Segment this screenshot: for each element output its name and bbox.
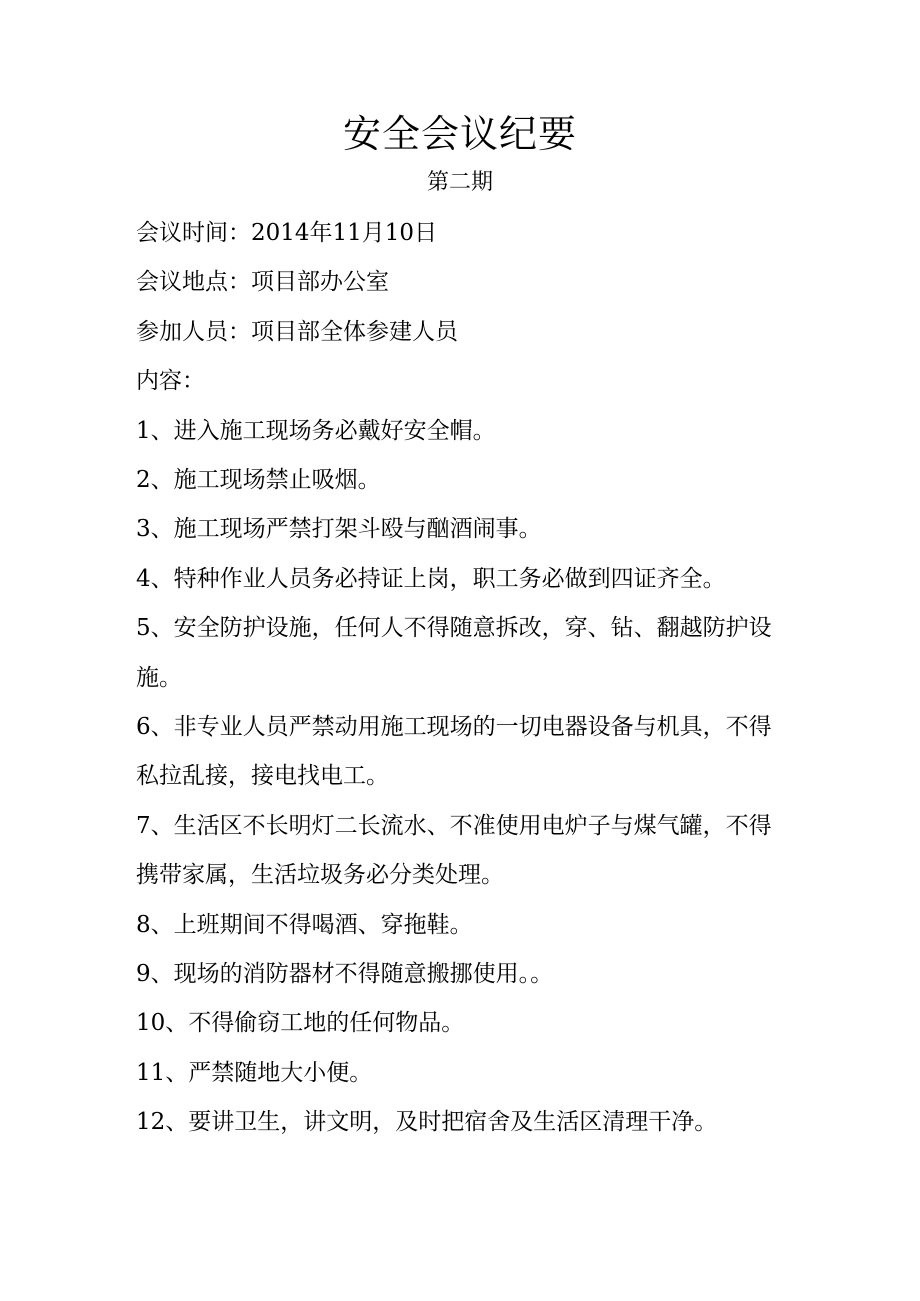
list-item: 7、生活区不长明灯二长流水、不准使用电炉子与煤气罐，不得携带家属，生活垃圾务必分类处理。: [136, 812, 772, 889]
issue-number: 第二期: [426, 170, 493, 195]
list-item: 9、现场的消防器材不得随意搬挪使用。。: [136, 961, 554, 988]
list-item: 4、特种作业人员务必持证上岗，职工务必做到四证齐全。: [136, 565, 726, 592]
list-item: 3、施工现场严禁打架斗殴与酗酒闹事。: [136, 516, 542, 543]
meeting-place: 会议地点：项目部办公室: [136, 269, 389, 296]
list-item: 2、施工现场禁止吸烟。: [136, 466, 381, 493]
list-item: 12、要讲卫生，讲文明，及时把宿舍及生活区清理干净。: [136, 1109, 718, 1136]
list-item: 5、安全防护设施，任何人不得随意拆改，穿、钻、翻越防护设施。: [136, 615, 772, 691]
list-item: 11、严禁随地大小便。: [136, 1059, 373, 1086]
list-item: 10、不得偷窃工地的任何物品。: [136, 1010, 465, 1037]
list-item: 6、非专业人员严禁动用施工现场的一切电器设备与机具，不得私拉乱接，接电找电工。: [136, 714, 772, 790]
meeting-time: 会议时间：2014年11月10日: [136, 220, 438, 246]
list-item: 1、进入施工现场务必戴好安全帽。: [136, 417, 496, 444]
attendees: 参加人员：项目部全体参建人员: [136, 318, 458, 345]
list-item: 8、上班期间不得喝酒、穿拖鞋。: [136, 911, 473, 938]
document-title: 安全会议纪要: [342, 112, 577, 156]
content-label: 内容：: [136, 368, 205, 395]
document-body: [136, 209, 786, 1148]
